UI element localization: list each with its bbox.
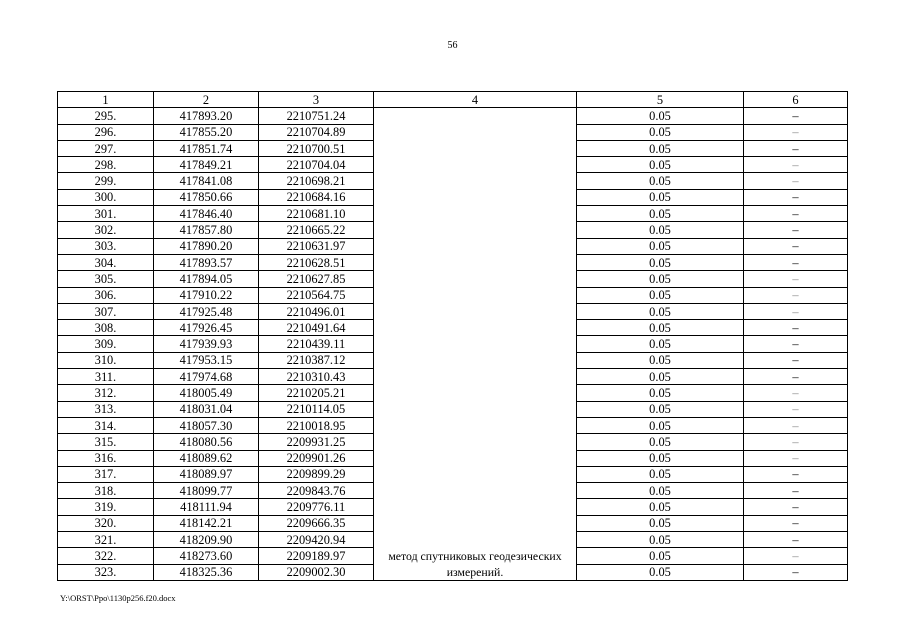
point-number-cell: 319. [58,499,154,515]
accuracy-cell: 0.05 [577,124,744,140]
file-path-footer: Y:\ORST\Ppo\1130p256.f20.docx [60,593,176,603]
accuracy-cell: 0.05 [577,108,744,124]
x-coordinate-cell: 418089.97 [154,466,259,482]
x-coordinate-cell: 417910.22 [154,287,259,303]
x-coordinate-cell: 417841.08 [154,173,259,189]
note-cell: – [744,352,848,368]
y-coordinate-cell: 2210704.04 [259,157,374,173]
point-number-cell: 298. [58,157,154,173]
x-coordinate-cell: 417890.20 [154,238,259,254]
note-cell: – [744,369,848,385]
point-number-cell: 308. [58,320,154,336]
note-cell: – [744,157,848,173]
note-cell: – [744,206,848,222]
note-cell: – [744,173,848,189]
accuracy-cell: 0.05 [577,548,744,564]
y-coordinate-cell: 2209189.97 [259,548,374,564]
note-cell: – [744,222,848,238]
y-coordinate-cell: 2210439.11 [259,336,374,352]
y-coordinate-cell: 2209843.76 [259,483,374,499]
note-cell: – [744,499,848,515]
y-coordinate-cell: 2209666.35 [259,515,374,531]
point-number-cell: 317. [58,466,154,482]
point-number-cell: 310. [58,352,154,368]
accuracy-cell: 0.05 [577,320,744,336]
coordinates-table [57,91,848,581]
point-number-cell: 316. [58,450,154,466]
note-cell: – [744,140,848,156]
y-coordinate-cell: 2209931.25 [259,434,374,450]
table-body [58,108,848,581]
x-coordinate-cell: 418080.56 [154,434,259,450]
note-cell: – [744,450,848,466]
note-cell: – [744,417,848,433]
table-header-row [58,92,848,108]
x-coordinate-cell: 417857.80 [154,222,259,238]
x-coordinate-cell: 417953.15 [154,352,259,368]
table-row [58,108,848,124]
x-coordinate-cell: 417893.57 [154,254,259,270]
note-cell: – [744,483,848,499]
accuracy-cell: 0.05 [577,401,744,417]
point-number-cell: 305. [58,271,154,287]
x-coordinate-cell: 418099.77 [154,483,259,499]
accuracy-cell: 0.05 [577,499,744,515]
accuracy-cell: 0.05 [577,352,744,368]
point-number-cell: 312. [58,385,154,401]
x-coordinate-cell: 418142.21 [154,515,259,531]
x-coordinate-cell: 418209.90 [154,532,259,548]
x-coordinate-cell: 418089.62 [154,450,259,466]
point-number-cell: 309. [58,336,154,352]
point-number-cell: 304. [58,254,154,270]
note-cell: – [744,238,848,254]
point-number-cell: 314. [58,417,154,433]
x-coordinate-cell: 418325.36 [154,564,259,580]
y-coordinate-cell: 2210681.10 [259,206,374,222]
point-number-cell: 321. [58,532,154,548]
note-cell: – [744,466,848,482]
note-cell: – [744,434,848,450]
accuracy-cell: 0.05 [577,466,744,482]
accuracy-cell: 0.05 [577,140,744,156]
x-coordinate-cell: 418057.30 [154,417,259,433]
x-coordinate-cell: 417925.48 [154,303,259,319]
y-coordinate-cell: 2210310.43 [259,369,374,385]
x-coordinate-cell: 417846.40 [154,206,259,222]
x-coordinate-cell: 417849.21 [154,157,259,173]
accuracy-cell: 0.05 [577,303,744,319]
accuracy-cell: 0.05 [577,238,744,254]
y-coordinate-cell: 2209002.30 [259,564,374,580]
y-coordinate-cell: 2210496.01 [259,303,374,319]
y-coordinate-cell: 2210205.21 [259,385,374,401]
y-coordinate-cell: 2209420.94 [259,532,374,548]
point-number-cell: 306. [58,287,154,303]
column-header: 2 [154,92,259,108]
note-cell: – [744,303,848,319]
note-cell: – [744,548,848,564]
point-number-cell: 297. [58,140,154,156]
point-number-cell: 307. [58,303,154,319]
note-cell: – [744,401,848,417]
note-cell: – [744,320,848,336]
point-number-cell: 311. [58,369,154,385]
accuracy-cell: 0.05 [577,336,744,352]
note-cell: – [744,189,848,205]
column-header: 4 [374,92,577,108]
accuracy-cell: 0.05 [577,157,744,173]
accuracy-cell: 0.05 [577,564,744,580]
accuracy-cell: 0.05 [577,189,744,205]
note-cell: – [744,271,848,287]
x-coordinate-cell: 417851.74 [154,140,259,156]
point-number-cell: 302. [58,222,154,238]
y-coordinate-cell: 2210684.16 [259,189,374,205]
y-coordinate-cell: 2210700.51 [259,140,374,156]
point-number-cell: 313. [58,401,154,417]
y-coordinate-cell: 2210564.75 [259,287,374,303]
x-coordinate-cell: 417974.68 [154,369,259,385]
note-cell: – [744,515,848,531]
accuracy-cell: 0.05 [577,206,744,222]
x-coordinate-cell: 417893.20 [154,108,259,124]
y-coordinate-cell: 2210665.22 [259,222,374,238]
column-header: 1 [58,92,154,108]
y-coordinate-cell: 2210751.24 [259,108,374,124]
y-coordinate-cell: 2210491.64 [259,320,374,336]
x-coordinate-cell: 417926.45 [154,320,259,336]
point-number-cell: 299. [58,173,154,189]
y-coordinate-cell: 2210628.51 [259,254,374,270]
accuracy-cell: 0.05 [577,483,744,499]
method-cell: метод спутниковых геодезических измерений. [374,108,577,581]
x-coordinate-cell: 418273.60 [154,548,259,564]
x-coordinate-cell: 418005.49 [154,385,259,401]
x-coordinate-cell: 417894.05 [154,271,259,287]
accuracy-cell: 0.05 [577,417,744,433]
accuracy-cell: 0.05 [577,287,744,303]
x-coordinate-cell: 417850.66 [154,189,259,205]
note-cell: – [744,336,848,352]
accuracy-cell: 0.05 [577,532,744,548]
x-coordinate-cell: 418111.94 [154,499,259,515]
point-number-cell: 303. [58,238,154,254]
point-number-cell: 300. [58,189,154,205]
point-number-cell: 295. [58,108,154,124]
accuracy-cell: 0.05 [577,434,744,450]
accuracy-cell: 0.05 [577,173,744,189]
point-number-cell: 318. [58,483,154,499]
point-number-cell: 315. [58,434,154,450]
y-coordinate-cell: 2210627.85 [259,271,374,287]
point-number-cell: 322. [58,548,154,564]
y-coordinate-cell: 2210631.97 [259,238,374,254]
y-coordinate-cell: 2210698.21 [259,173,374,189]
accuracy-cell: 0.05 [577,254,744,270]
note-cell: – [744,564,848,580]
column-header: 6 [744,92,848,108]
accuracy-cell: 0.05 [577,271,744,287]
y-coordinate-cell: 2209901.26 [259,450,374,466]
x-coordinate-cell: 418031.04 [154,401,259,417]
note-cell: – [744,254,848,270]
y-coordinate-cell: 2210114.05 [259,401,374,417]
note-cell: – [744,124,848,140]
note-cell: – [744,287,848,303]
accuracy-cell: 0.05 [577,369,744,385]
accuracy-cell: 0.05 [577,385,744,401]
note-cell: – [744,532,848,548]
point-number-cell: 301. [58,206,154,222]
point-number-cell: 296. [58,124,154,140]
accuracy-cell: 0.05 [577,222,744,238]
point-number-cell: 320. [58,515,154,531]
x-coordinate-cell: 417939.93 [154,336,259,352]
y-coordinate-cell: 2209899.29 [259,466,374,482]
y-coordinate-cell: 2210387.12 [259,352,374,368]
accuracy-cell: 0.05 [577,450,744,466]
note-cell: – [744,385,848,401]
point-number-cell: 323. [58,564,154,580]
page-number: 56 [447,40,458,51]
accuracy-cell: 0.05 [577,515,744,531]
x-coordinate-cell: 417855.20 [154,124,259,140]
column-header: 5 [577,92,744,108]
y-coordinate-cell: 2210704.89 [259,124,374,140]
y-coordinate-cell: 2210018.95 [259,417,374,433]
note-cell: – [744,108,848,124]
y-coordinate-cell: 2209776.11 [259,499,374,515]
column-header: 3 [259,92,374,108]
